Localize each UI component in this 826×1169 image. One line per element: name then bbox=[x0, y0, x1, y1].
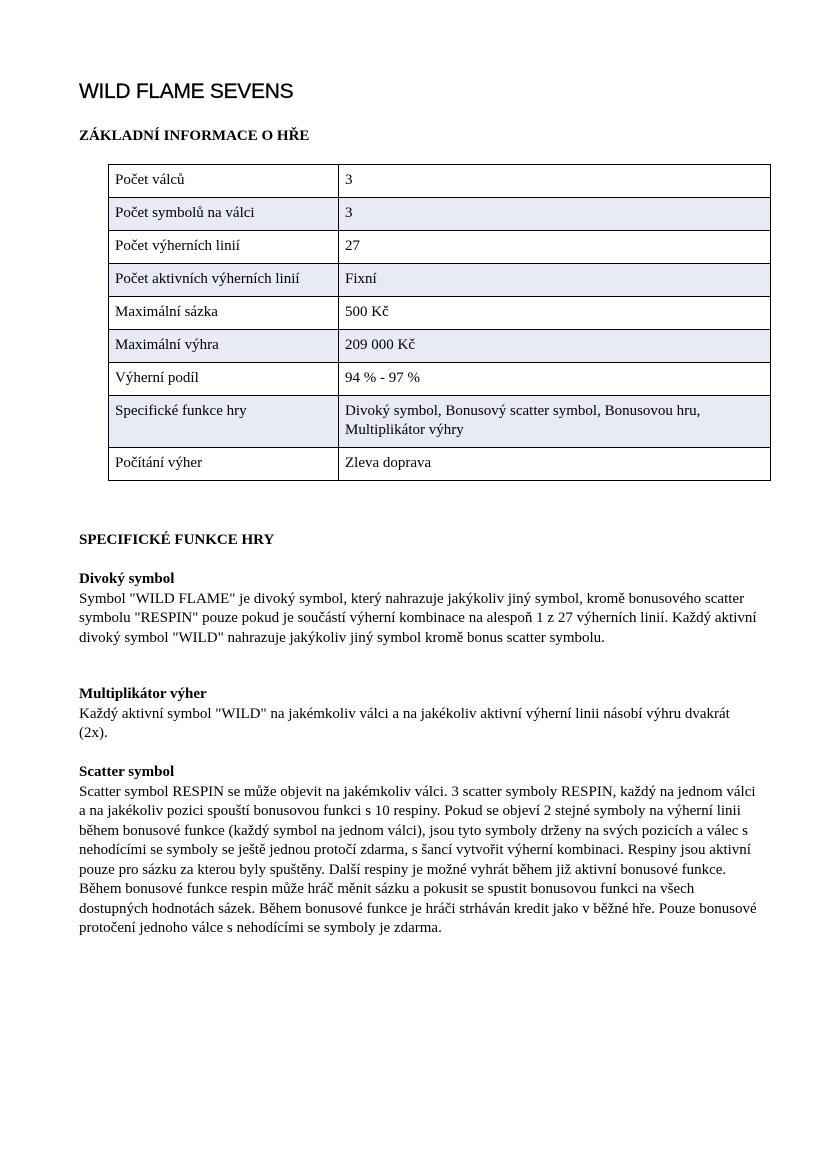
row-label: Maximální sázka bbox=[109, 297, 339, 330]
table-row bbox=[109, 198, 771, 231]
section-heading: Multiplikátor výher bbox=[79, 686, 207, 702]
section-scatter-symbol bbox=[79, 763, 759, 939]
row-label: Výherní podíl bbox=[109, 363, 339, 396]
section-paragraph: Symbol "WILD FLAME" je divoký symbol, který nahrazuje jakýkoliv jiný symbol, kromě bonusového scatter symbolu "RESPIN" pouze pokud je součástí výherní kombinace na alespoň 1 z 27 výherních linií. Každý aktivní divoký symbol "WILD" nahrazuje jakýkoliv jiný symbol kromě bonus scatter symbolu. bbox=[79, 590, 757, 646]
row-value: 3 bbox=[339, 198, 771, 231]
section-paragraph: Scatter symbol RESPIN se může objevit na jakémkoliv válci. 3 scatter symboly RESPIN, každý na jednom válci a na jakékoliv pozici spouští bonusovou funkci s 10 respiny. Pokud se objeví 2 stejné symboly na výherní linii během bonusové funkce (každý symbol na jednom válci), jsou tyto symboly drženy na svých pozicích a válec s nehodícími se symboly se ještě jednou protočí zdarma, s šancí vytvořit výherní kombinaci. Respiny jsou aktivní pouze pro sázku za kterou byly spuštěny. Další respiny je možné vyhrát během již aktivní bonusové funkce. bbox=[79, 783, 756, 878]
section-paragraph: Během bonusové funkce respin může hráč měnit sázku a pokusit se spustit bonusovou funkci na všech dostupných hodnotách sázek. Během bonusové funkce je hráči strháván kredit jako v běžné hře. Pouze bonusové protočení jednoho válce s nehodícími se symboly je zdarma. bbox=[79, 881, 757, 936]
row-value: Zleva doprava bbox=[339, 448, 771, 481]
row-value: 500 Kč bbox=[339, 297, 771, 330]
table-row bbox=[109, 396, 771, 448]
section-wild-symbol bbox=[79, 570, 759, 648]
table-row bbox=[109, 165, 771, 198]
row-value: Fixní bbox=[339, 264, 771, 297]
features-heading: SPECIFICKÉ FUNKCE HRY bbox=[79, 532, 275, 548]
row-value: 209 000 Kč bbox=[339, 330, 771, 363]
info-heading: ZÁKLADNÍ INFORMACE O HŘE bbox=[79, 128, 310, 144]
row-label: Počítání výher bbox=[109, 448, 339, 481]
row-label: Specifické funkce hry bbox=[109, 396, 339, 448]
table-row bbox=[109, 448, 771, 481]
section-multiplier bbox=[79, 685, 759, 744]
table-row bbox=[109, 330, 771, 363]
row-label: Počet aktivních výherních linií bbox=[109, 264, 339, 297]
row-value: 94 % - 97 % bbox=[339, 363, 771, 396]
section-heading: Divoký symbol bbox=[79, 571, 175, 587]
table-row bbox=[109, 297, 771, 330]
game-info-table bbox=[108, 164, 771, 481]
table-row bbox=[109, 264, 771, 297]
row-label: Maximální výhra bbox=[109, 330, 339, 363]
row-value: 27 bbox=[339, 231, 771, 264]
table-row bbox=[109, 231, 771, 264]
section-heading: Scatter symbol bbox=[79, 764, 175, 780]
row-value: 3 bbox=[339, 165, 771, 198]
document-title: WILD FLAME SEVENS bbox=[79, 80, 294, 103]
row-label: Počet výherních linií bbox=[109, 231, 339, 264]
row-label: Počet válců bbox=[109, 165, 339, 198]
row-value: Divoký symbol, Bonusový scatter symbol, Bonusovou hru, Multiplikátor výhry bbox=[339, 396, 771, 448]
row-label: Počet symbolů na válci bbox=[109, 198, 339, 231]
table-row bbox=[109, 363, 771, 396]
section-paragraph: Každý aktivní symbol "WILD" na jakémkoliv válci a na jakékoliv aktivní výherní linii násobí výhru dvakrát (2x). bbox=[79, 705, 730, 741]
